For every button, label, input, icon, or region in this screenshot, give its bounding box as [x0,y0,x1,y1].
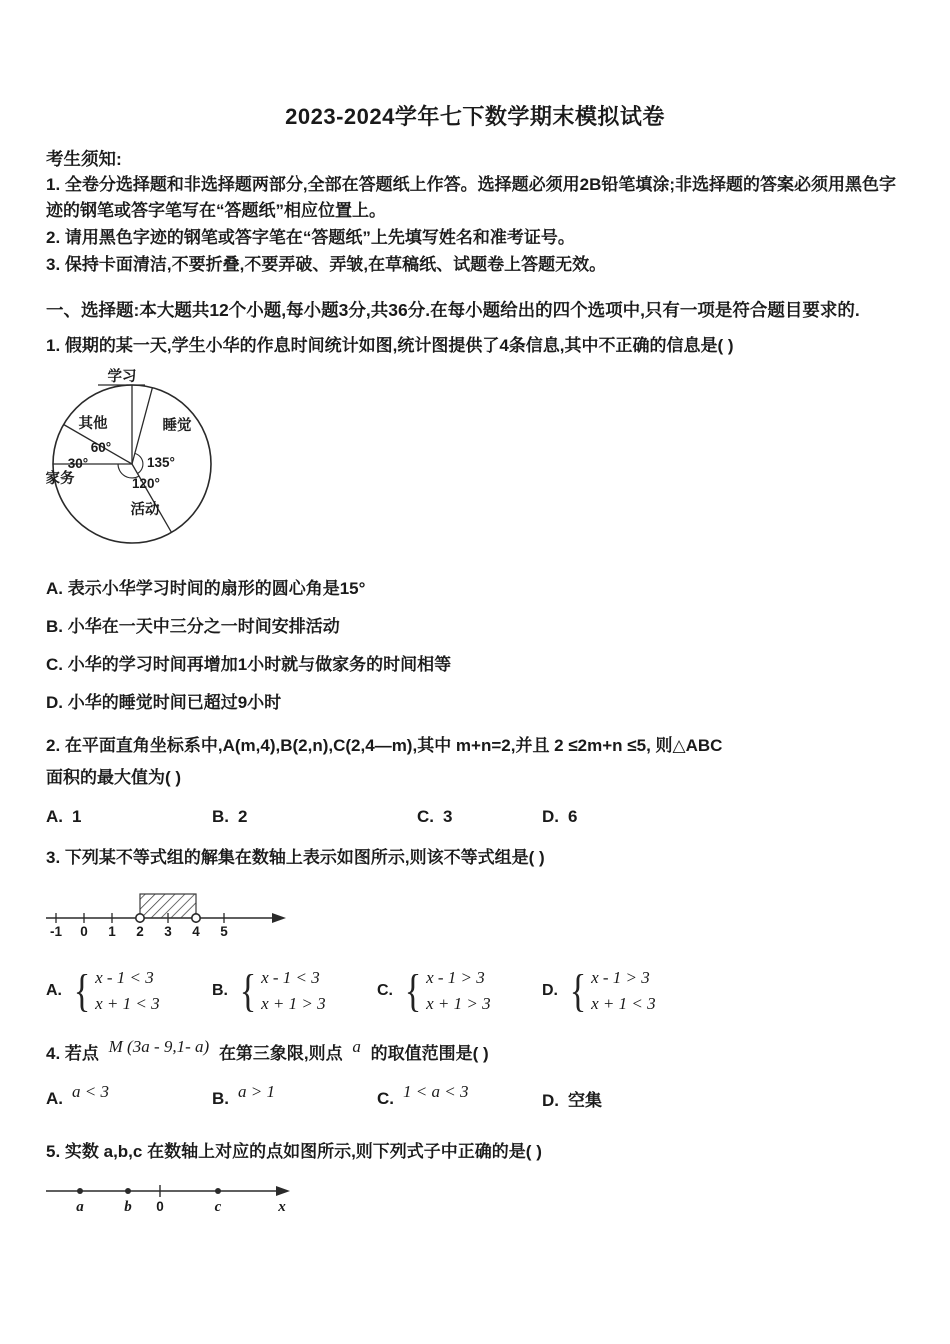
pie-angle-chores: 30° [67,456,89,471]
tick-label: 0 [80,924,88,938]
q4-option-b [212,1081,377,1109]
q3-option-a-label: A. [46,982,62,999]
brace-icon: { [569,965,587,1016]
open-circle-2 [136,914,144,922]
axis-arrowhead [272,913,286,923]
pie-sector-line [132,464,172,532]
q3-stem: 3. 下列某不等式组的解集在数轴上表示如图所示,则该不等式组是( ) [46,848,545,867]
brace-icon: { [239,965,257,1016]
q2-option-b [212,807,417,827]
notice-item-1: 1. 全卷分选择题和非选择题两部分,全部在答题纸上作答。选择题必须用2B铅笔填涂;非选择题的答案必须用黑色字迹的钢笔或答字笔写在“答题纸”相应位置上。 [46,175,897,220]
axis-x-label: x [278,1199,286,1215]
inequality-line: x - 1 < 3 [261,968,320,987]
q3-option-a [46,965,212,1017]
q4-option-d-label: D. [542,1091,559,1110]
q2-stem-line2: 面积的最大值为( ) [46,768,182,787]
q4-options [46,1081,904,1111]
pie-label-study: 学习 [107,369,137,385]
q4-option-c [377,1081,542,1109]
section-1-header: 一、选择题:本大题共12个小题,每小题3分,共36分.在每小题给出的四个选项中,只有一项是符合题目要求的. [46,300,860,320]
q4-option-c-label: C. [377,1088,394,1108]
notice-header: 考生须知: [46,149,122,169]
q2-stem-line1: 2. 在平面直角坐标系中,A(m,4),B(2,n),C(2,4—m),其中 m+n=2,并且 2 ≤2m+n ≤5, 则△ABC [46,736,723,755]
q2-option-a-text: 1 [72,807,82,826]
number-line-inequality [42,878,294,938]
inequality-line: x + 1 > 3 [261,994,326,1013]
q4-stem [46,1037,904,1066]
q3-option-b [212,965,377,1017]
pie-label-sleep: 睡觉 [162,418,192,434]
notice-item-2: 2. 请用黑色字迹的钢笔或答字笔在“答题纸”上先填写姓名和准考证号。 [46,228,575,247]
q1-option-a: A. 表示小华学习时间的扇形的圆心角是15° [46,579,366,598]
q1-option-c: C. 小华的学习时间再增加1小时就与做家务的时间相等 [46,655,452,674]
point-c-dot [215,1188,221,1194]
inequality-line: x + 1 < 3 [95,994,160,1013]
pie-label-activity: 活动 [130,502,160,518]
q2-option-d [542,807,577,827]
q1-option-d: D. 小华的睡觉时间已超过9小时 [46,693,282,712]
pie-sector-line [132,388,152,464]
tick-label: -1 [49,924,63,938]
point-c-label: c [214,1199,222,1215]
q2-option-c [417,807,542,827]
tick-label: 5 [220,924,228,938]
q3-option-c-label: C. [377,982,393,999]
q4-option-a-text: a < 3 [72,1081,109,1101]
q4-point-expression: M (3a - 9,1- a) [108,1037,210,1056]
q2-option-a [46,807,212,827]
inequality-line: x - 1 < 3 [95,968,154,987]
pie-label-other: 其他 [78,416,108,432]
q2-option-c-label: C. [417,807,434,826]
inequality-line: x + 1 < 3 [591,994,656,1013]
point-b-label: b [124,1199,132,1215]
inequality-line: x - 1 > 3 [591,968,650,987]
origin-label: 0 [156,1199,164,1214]
q1-option-b: B. 小华在一天中三分之一时间安排活动 [46,617,340,636]
q4-option-b-text: a > 1 [238,1081,275,1101]
q1-options [46,577,904,715]
page-title: 2023-2024学年七下数学期末模拟试卷 [285,104,665,129]
q4-stem-prefix: 4. 若点 [46,1044,99,1063]
open-circle-4 [192,914,200,922]
number-line-points [42,1172,302,1216]
inequality-line: x + 1 > 3 [426,994,491,1013]
tick-label: 3 [164,924,172,938]
q4-stem-suffix: 的取值范围是( ) [370,1044,489,1063]
tick-label: 4 [192,924,200,938]
notice-item-3: 3. 保持卡面清洁,不要折叠,不要弄破、弄皱,在草稿纸、试题卷上答题无效。 [46,255,607,274]
point-b-dot [125,1188,131,1194]
q3-option-d-label: D. [542,982,558,999]
q2-option-d-text: 6 [568,807,578,826]
q3-option-c [377,965,542,1017]
pie-angle-activity: 120° [132,476,160,491]
brace-icon: { [73,965,91,1016]
q1-stem: 1. 假期的某一天,学生小华的作息时间统计如图,统计图提供了4条信息,其中不正确的信息是( ) [46,336,734,355]
point-a-dot [77,1188,83,1194]
pie-label-chores: 家务 [45,471,75,487]
q3-option-b-label: B. [212,982,228,999]
q4-option-d [542,1086,602,1111]
q2-option-b-label: B. [212,807,229,826]
q4-option-b-label: B. [212,1088,229,1108]
q2-option-b-text: 2 [238,807,248,826]
tick-label: 2 [136,924,144,938]
q3-options [46,965,904,1017]
q2-option-a-label: A. [46,807,63,826]
q2-options [46,807,904,827]
q4-option-a-label: A. [46,1088,63,1108]
pie-angle-sleep: 135° [147,455,175,470]
q4-variable: a [352,1037,361,1056]
q4-option-d-text: 空集 [568,1091,602,1110]
tick-label: 1 [108,924,116,938]
q2-option-c-text: 3 [443,807,453,826]
inequality-line: x - 1 > 3 [426,968,485,987]
q4-stem-mid: 在第三象限,则点 [218,1044,343,1063]
solution-hatched-region [140,894,196,918]
axis-arrowhead [276,1186,290,1196]
brace-icon: { [404,965,422,1016]
q3-option-d [542,965,656,1017]
q4-option-a [46,1081,212,1109]
q2-option-d-label: D. [542,807,559,826]
q4-option-c-text: 1 < a < 3 [403,1081,469,1101]
point-a-label: a [76,1199,84,1215]
q5-stem: 5. 实数 a,b,c 在数轴上对应的点如图所示,则下列式子中正确的是( ) [46,1142,542,1161]
pie-angle-other: 60° [90,440,112,455]
pie-chart [42,366,260,550]
